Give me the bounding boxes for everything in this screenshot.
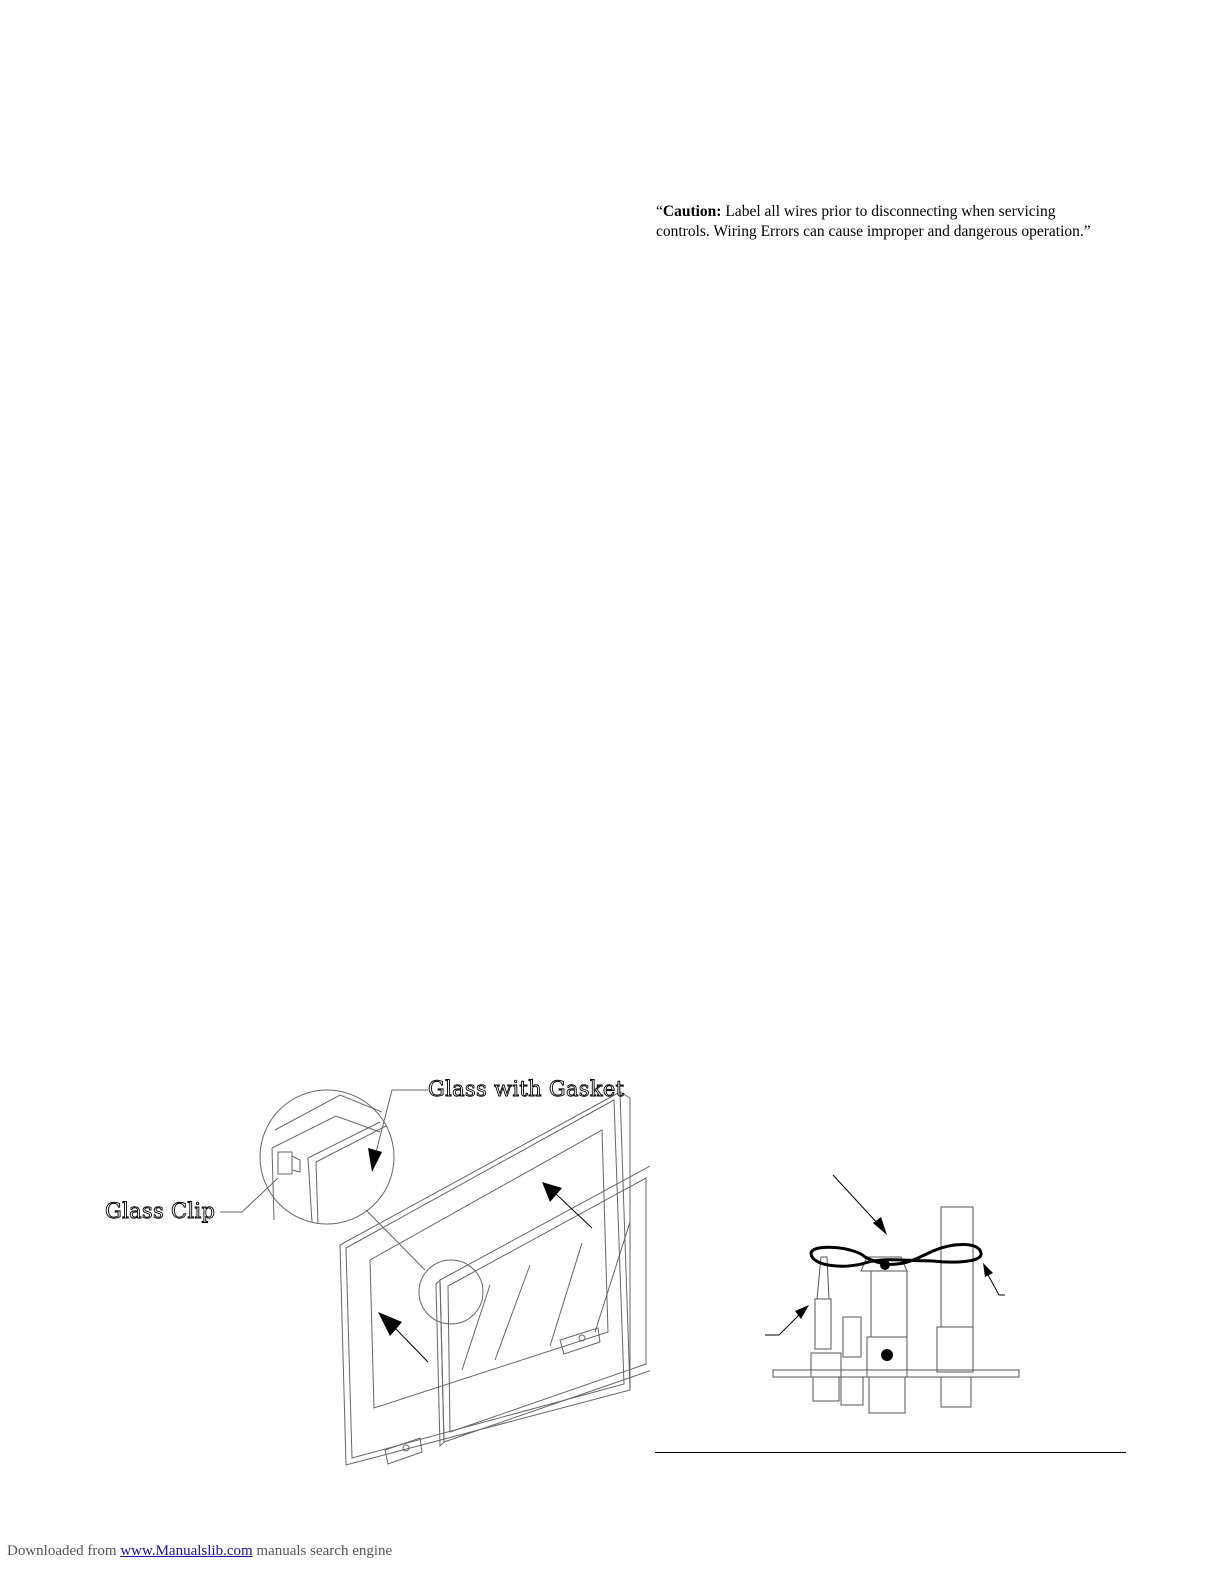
caution-open-quote: “ [656,203,663,220]
caution-note [656,202,1096,241]
glass-clip-location-circle [419,1260,483,1324]
glass-with-gasket-label: Glass with Gasket [428,1077,625,1101]
manualslib-link[interactable]: www.Manualslib.com [120,1543,253,1559]
glass-panel [440,1165,650,1442]
section-divider [655,1452,1126,1453]
caution-label: Caution: [662,203,722,220]
caution-text: Label all wires prior to disconnecting when servicing controls. Wiring Errors can cause improper and dangerous operation.” [656,203,1091,240]
footer-suffix: manuals search engine [252,1543,393,1559]
glass-clip-label: Glass Clip [105,1199,216,1223]
download-footer [7,1543,392,1560]
wire-loop [811,1245,981,1267]
footer-prefix: Downloaded from [7,1543,121,1559]
pilot-assembly-diagram [755,1165,1045,1430]
rear-frame [340,1092,630,1465]
glass-installation-diagram [90,1070,650,1480]
